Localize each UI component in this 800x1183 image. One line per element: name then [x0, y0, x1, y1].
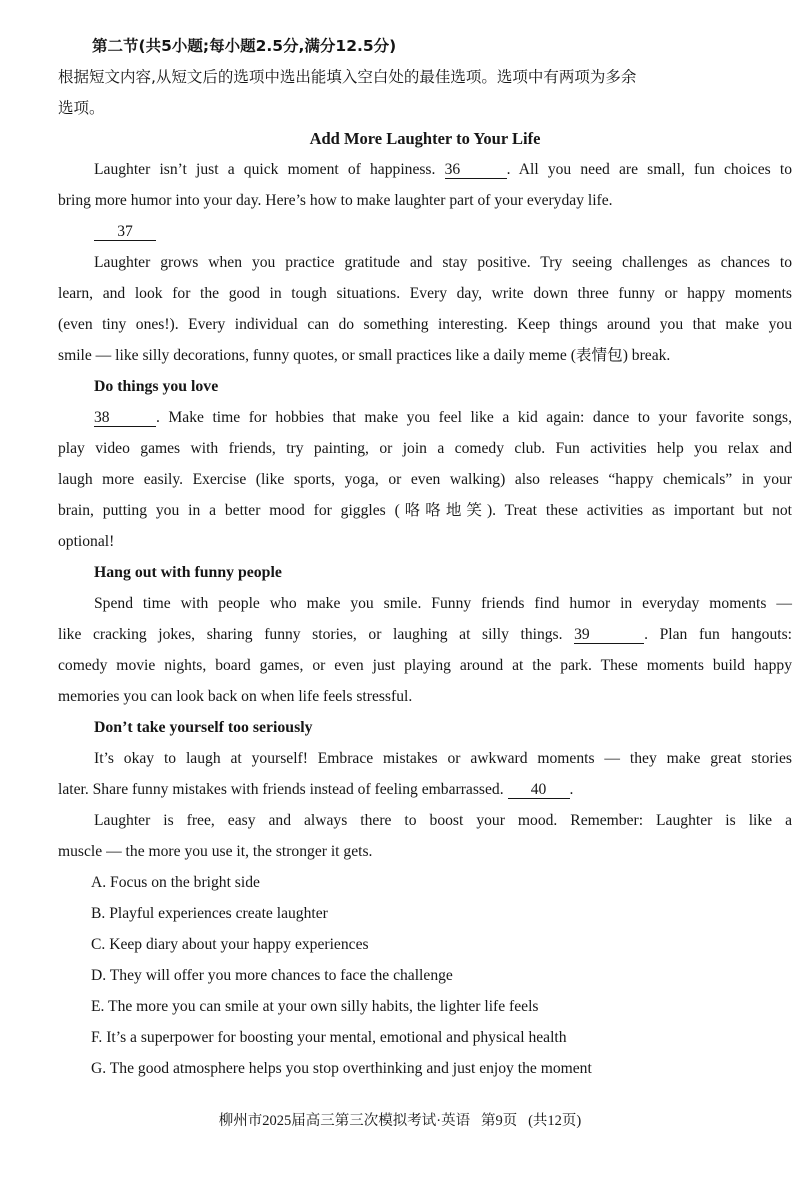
paragraph-2-blank-line [94, 222, 156, 242]
heading-dont-take-yourself-too-seriously: Don’t take yourself too seriously [94, 719, 313, 736]
article-title: Add More Laughter to Your Life [309, 129, 541, 148]
paragraph-2-line-3: (even tiny ones!). Every individual can do something interesting. Keep things around you that make you [58, 316, 792, 333]
p5-text-post: . [569, 781, 574, 798]
heading-do-things-you-love: Do things you love [94, 378, 219, 395]
option-e[interactable]: E. The more you can smile at your own silly habits, the lighter life feels [91, 998, 539, 1015]
paragraph-1-line-2: bring more humor into your day. Here’s how to make laughter part of your everyday life. [58, 192, 613, 209]
blank-39[interactable]: 39 [574, 626, 644, 644]
instruction-line-1: 根据短文内容,从短文后的选项中选出能填入空白处的最佳选项。选项中有两项为多余 [58, 68, 637, 86]
blank-36[interactable]: 36 [445, 161, 507, 179]
paragraph-3-line-4: brain, putting you in a better mood for giggles (咯咯地笑). Treat these activities as important but not [58, 502, 792, 519]
p4-text-pre: like cracking jokes, sharing funny stories, or laughing at silly things. [58, 626, 563, 643]
section-header: 第二节(共5小题;每小题2.5分,满分12.5分) [92, 37, 397, 55]
paragraph-4-line-2 [58, 625, 792, 645]
instruction-line-2: 选项。 [58, 99, 105, 117]
p3-text-post: . Make time for hobbies that make you feel like a kid again: dance to your favorite songs, [156, 409, 792, 426]
p1-text-pre: Laughter isn’t just a quick moment of happiness. [94, 161, 436, 178]
heading-hang-out-with-funny-people: Hang out with funny people [94, 564, 282, 581]
p4-text-post: . Plan fun hangouts: [644, 626, 792, 643]
paragraph-6-line-2: muscle — the more you use it, the stronger it gets. [58, 843, 373, 860]
paragraph-2-line-2: learn, and look for the good in tough situations. Every day, write down three funny or happy moments [58, 285, 792, 302]
paragraph-5-line-1: It’s okay to laugh at yourself! Embrace mistakes or awkward moments — they make great stories [94, 750, 792, 767]
option-a[interactable]: A. Focus on the bright side [91, 874, 260, 891]
paragraph-6-line-1: Laughter is free, easy and always there to boost your mood. Remember: Laughter is like a [94, 812, 792, 829]
paragraph-2-line-4: smile — like silly decorations, funny quotes, or small practices like a daily meme (表情包) break. [58, 347, 671, 364]
option-c[interactable]: C. Keep diary about your happy experiences [91, 936, 369, 953]
p1-text-post: . All you need are small, fun choices to [506, 161, 792, 178]
paragraph-2-line-1: Laughter grows when you practice gratitude and stay positive. Try seeing challenges as chances to [94, 254, 792, 271]
paragraph-4-line-4: memories you can look back on when life feels stressful. [58, 688, 413, 705]
blank-40[interactable]: 40 [508, 781, 570, 799]
page-footer: 柳州市2025届高三第三次模拟考试·英语 第9页 (共12页) [218, 1113, 582, 1129]
paragraph-3-line-5: optional! [58, 533, 115, 550]
option-f[interactable]: F. It’s a superpower for boosting your mental, emotional and physical health [91, 1029, 567, 1046]
blank-38[interactable]: 38 [94, 409, 156, 427]
paragraph-4-line-1: Spend time with people who make you smile. Funny friends find humor in everyday moments — [94, 595, 792, 612]
paragraph-3-line-3: laugh more easily. Exercise (like sports, yoga, or even walking) also releases “happy chemicals” in your [58, 471, 792, 488]
p5-text-pre: later. Share funny mistakes with friends instead of feeling embarrassed. [58, 781, 504, 798]
paragraph-5-line-2 [58, 780, 573, 800]
paragraph-4-line-3: comedy movie nights, board games, or even just playing around at the park. These moments build happy [58, 657, 792, 674]
option-g[interactable]: G. The good atmosphere helps you stop overthinking and just enjoy the moment [91, 1060, 592, 1077]
paragraph-3-line-1 [94, 408, 792, 428]
paragraph-1-line-1 [94, 160, 792, 180]
blank-37[interactable]: 37 [94, 223, 156, 241]
option-d[interactable]: D. They will offer you more chances to face the challenge [91, 967, 453, 984]
paragraph-3-line-2: play video games with friends, try painting, or join a comedy club. Fun activities help you relax and [58, 440, 792, 457]
option-b[interactable]: B. Playful experiences create laughter [91, 905, 328, 922]
